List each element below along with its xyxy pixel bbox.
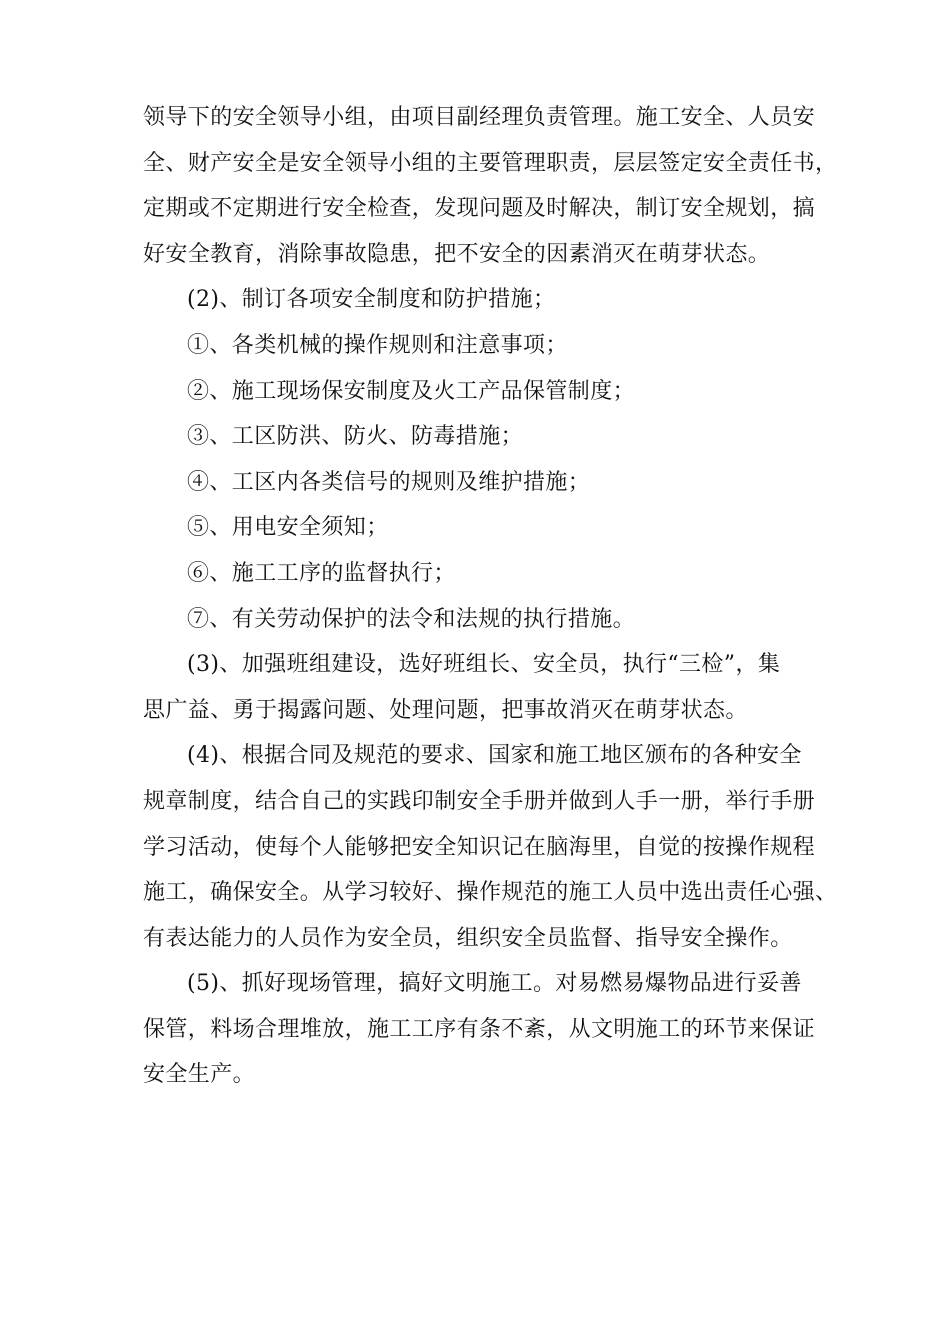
paragraph-sub-6	[143, 551, 833, 597]
paragraph-sub-1	[143, 323, 833, 369]
text-line: 领导下的安全领导小组，由项目副经理负责管理。施工安全、人员安	[143, 105, 816, 130]
paragraph-item-5	[143, 961, 833, 1098]
text-line: 规章制度，结合自己的实践印制安全手册并做到人手一册，举行手册	[143, 788, 816, 814]
text-line: 学习活动，使每个人能够把安全知识记在脑海里，自觉的按操作规程	[143, 834, 816, 860]
paragraph-sub-4	[143, 460, 833, 506]
paragraph-item-2	[143, 277, 833, 323]
paragraph-sub-7	[143, 597, 833, 643]
text-line: 施工，确保安全。从学习较好、操作规范的施工人员中选出责任心强、	[143, 880, 838, 906]
text-line: 全、财产安全是安全领导小组的主要管理职责，层层签定安全责任书，	[143, 150, 838, 176]
paragraph-sub-3	[143, 414, 833, 460]
text-line: ⑥、施工工序的监督执行；	[187, 560, 456, 586]
text-line: 定期或不定期进行安全检查，发现问题及时解决，制订安全规划，搞	[143, 196, 816, 222]
text-line: ⑤、用电安全须知；	[187, 515, 389, 541]
text-line: (3)、加强班组建设，选好班组长、安全员，执行“三检”，集	[187, 652, 781, 678]
paragraph-continuation	[143, 95, 838, 277]
text-line: ⑦、有关劳动保护的法令和法规的执行措施。	[187, 606, 636, 632]
text-line: 好安全教育，消除事故隐患，把不安全的因素消灭在萌芽状态。	[143, 241, 771, 267]
text-line: ③、工区防洪、防火、防毒措施；	[187, 424, 524, 450]
paragraph-item-4	[143, 733, 838, 961]
text-line: (5)、抓好现场管理，搞好文明施工。对易燃易爆物品进行妥善	[187, 971, 802, 997]
document-body	[143, 95, 838, 1098]
text-line: (4)、根据合同及规范的要求、国家和施工地区颁布的各种安全	[187, 743, 802, 769]
text-line: 安全生产。	[143, 1062, 256, 1088]
text-line: 有表达能力的人员作为安全员，组织安全员监督、指导安全操作。	[143, 925, 793, 951]
paragraph-item-3	[143, 642, 833, 733]
text-line: ①、各类机械的操作规则和注意事项；	[187, 332, 568, 358]
paragraph-sub-2	[143, 369, 833, 415]
text-line: (2)、制订各项安全制度和防护措施；	[187, 287, 556, 313]
text-line: 保管，料场合理堆放，施工工序有条不紊，从文明施工的环节来保证	[143, 1016, 816, 1042]
paragraph-sub-5	[143, 505, 833, 551]
text-line: ④、工区内各类信号的规则及维护措施；	[187, 469, 591, 495]
text-line: 思广益、勇于揭露问题、处理问题，把事故消灭在萌芽状态。	[143, 697, 748, 723]
text-line: ②、施工现场保安制度及火工产品保管制度；	[187, 378, 636, 404]
